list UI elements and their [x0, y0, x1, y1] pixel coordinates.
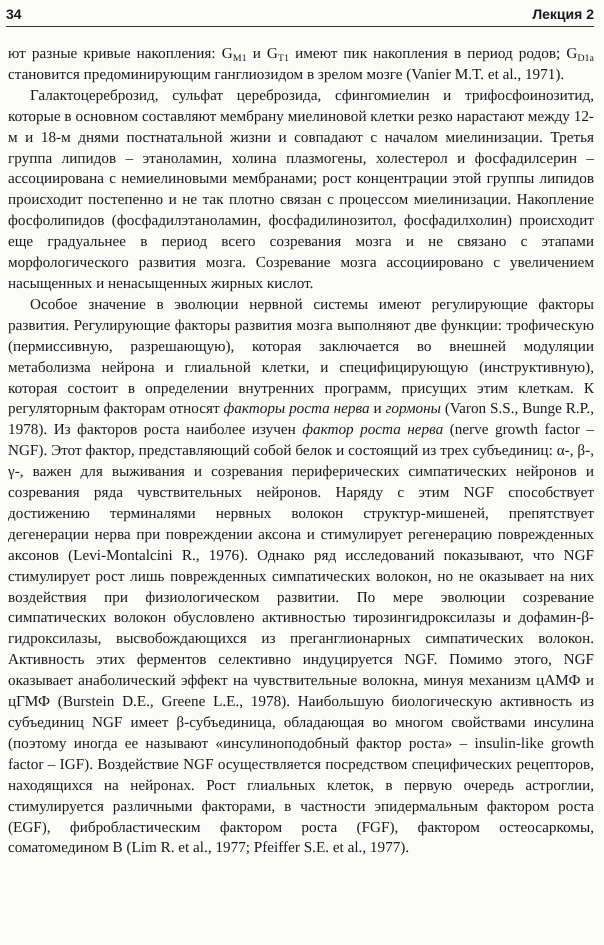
paragraph [8, 295, 594, 859]
subscript: M1 [232, 53, 247, 64]
italic-term: факторы роста нерва [223, 400, 370, 418]
text-run: и [369, 400, 386, 418]
body-text [8, 44, 594, 859]
text-run: Особое значение в эволюции нервной системы имеют регулирующие факторы развития. Регулирующие факторы развития мозга выполняют две функции: трофическую (пермиссивную, разрешающую), которая заключается во внешней модуляции метаболизма нейрона и глиальной клетки, и специфицирующую (инструктивную), которая состоит в определении внутренних программ, присущих этим клеткам. К регуляторным факторам относят [8, 295, 594, 418]
subscript: T1 [277, 53, 289, 64]
page-header [6, 4, 594, 27]
text-run: Галактоцереброзид, сульфат цереброзида, сфингомиелин и трифосфоинозитид, которые в основном составляют мембрану миелиновой клетки резко нарастают между 12-м и 18-м днями постнатальной жизни и совпадают с началом миелинизации. Третья группа липидов – этаноламин, холина плазмогены, холестерол и фосфадилсерин – ассоциирована с немиелиновыми мембранами; рост концентрации этой группы липидов происходит постепенно и не так плотно связан с процессом миелинизации. Накопление фосфолипидов (фосфадилэтаноламин, фосфадилинозитол, фосфадилхолин) происходит еще градуальнее в период всего созревания мозга и не связано с этапами морфологического развития мозга. Созревание мозга ассоциировано с увеличением насыщенных и ненасыщенных жирных кислот. [8, 86, 594, 292]
paragraph [8, 86, 594, 295]
text-run: (nerve growth factor – NGF). Этот фактор, представляющий собой белок и состоящий из трех субъединиц: α-, β-, γ-, важен для выживания и созревания периферических симпатических нейронов и созревания ряда чувствительных нейронов. Наряду с этим NGF способствует достижению терминалями нервных волокон структур-мишеней, препятствует дегенерации нерва при повреждении аксона и стимулирует регенерацию поврежденных аксонов (Levi-Montalcini R., 1976). Однако ряд исследований показывают, что NGF стимулирует рост лишь поврежденных симпатических волокон, но не оказывает на них воздействия при физиологическом развитии. По мере эволюции созревание симпатических волокон обусловлено активностью тирозингидроксилазы и дофамин-β-гидроксилазы, высвобождающихся из преганглионарных симпатических волокон. Активность этих ферментов селективно индуцируется NGF. Помимо этого, NGF оказывает анаболический эффект на чувствительные волокна, минуя механизм цАМФ и цГМФ (Burstein D.E., Greene L.E., 1978). Наибольшую биологическую активность из субъединиц NGF имеет β-субъединица, обладающая во многом свойствами инсулина (поэтому иногда ее называют «инсулиноподобный фактор роста» – insulin-like growth factor – IGF). Воздействие NGF осуществляется посредством специфических рецепторов, находящихся на нейронах. Рост глиальных клеток, в первую очередь астроглии, стимулируется различными факторами, в частности эпидермальным фактором роста (EGF), фибробластическим фактором роста (FGF), фактором остеосаркомы, соматомедином B (Lim R. et al., 1977; Pfeiffer S.E. et al., 1977). [8, 421, 594, 857]
text-run: становится предоминирующим ганглиозидом в зрелом мозге (Vanier M.T. et al., 1971). [8, 65, 565, 83]
subscript: D1a [577, 53, 594, 64]
paragraph [8, 44, 594, 86]
text-run: (Varon S.S., Bunge R.P., 1978). Из факторов роста наиболее изучен [8, 400, 594, 439]
text-run: ют разные кривые накопления: G [8, 45, 233, 62]
text-run: имеют пик накопления в период родов; G [289, 45, 578, 62]
text-run: и G [246, 45, 278, 62]
running-head: Лекция 2 [532, 6, 594, 22]
italic-term: фактор роста нерва [302, 421, 444, 439]
italic-term: гормоны [385, 400, 441, 418]
page-number: 34 [6, 6, 22, 22]
